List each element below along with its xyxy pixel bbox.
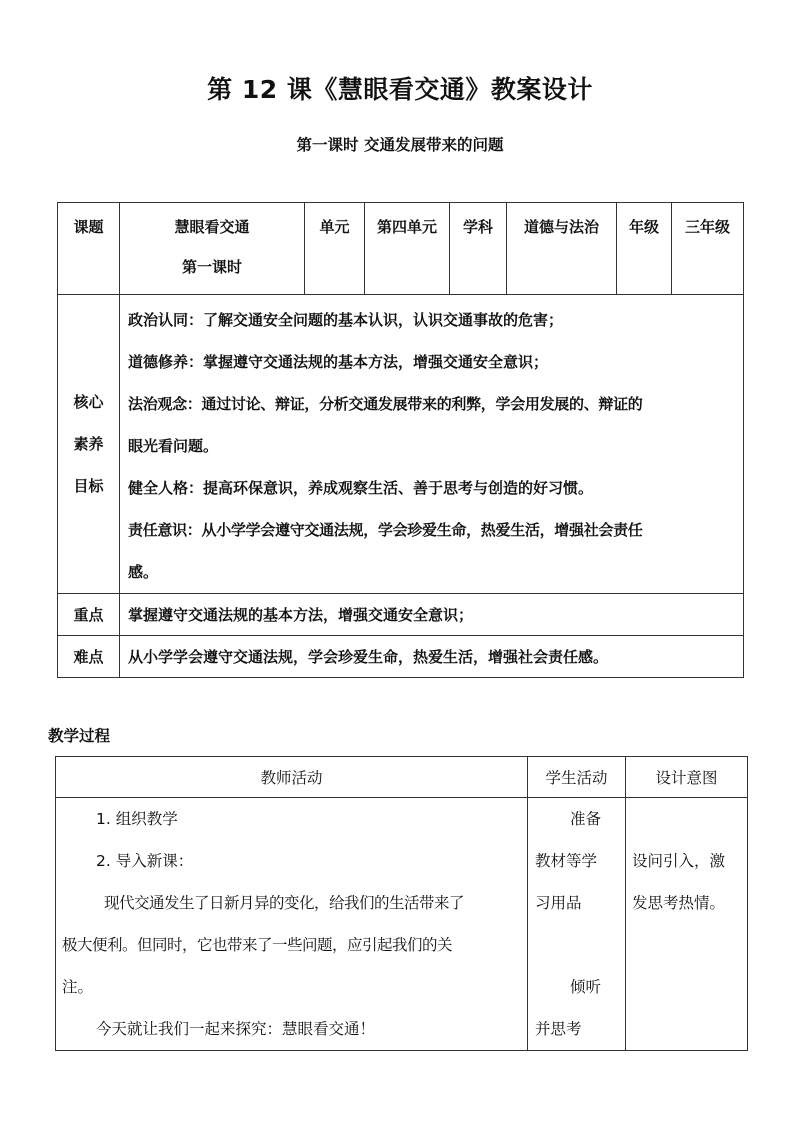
goal-line: 责任意识：从小学学会遵守交通法规，学会珍爱生命，热爱生活，增强社会责任 [128, 521, 643, 539]
goals-heading-2: 素养 [73, 435, 104, 453]
goal-line: 眼光看问题。 [128, 437, 219, 455]
topic-line-2: 第一课时 [181, 258, 242, 276]
goal-line: 政治认同：了解交通安全问题的基本认识，认识交通事故的危害； [128, 311, 564, 329]
goal-line: 健全人格：提高环保意识，养成观察生活、善于思考与创造的好习惯。 [128, 479, 594, 497]
teacher-line: 注。 [62, 978, 94, 996]
label-subject: 学科 [450, 203, 507, 295]
goal-line: 感。 [128, 563, 159, 581]
goals-heading-1: 核心 [73, 393, 104, 411]
teacher-line: 现代交通发生了日新月异的变化，给我们的生活带来了 [104, 894, 465, 912]
header-student: 学生活动 [528, 757, 626, 798]
design-intent [626, 798, 748, 1051]
teacher-line: 1. 组织教学 [96, 810, 178, 828]
label-topic: 课题 [58, 203, 120, 295]
label-difficult-point: 难点 [58, 636, 120, 678]
student-line: 教材等学 [535, 852, 598, 870]
design-line [632, 798, 747, 840]
key-point: 掌握遵守交通法规的基本方法，增强交通安全意识； [120, 594, 744, 636]
grade-value: 三年级 [672, 203, 744, 295]
subject-value: 道德与法治 [507, 203, 617, 295]
page-subtitle: 第一课时 交通发展带来的问题 [296, 136, 504, 154]
section-title: 教学过程 [48, 727, 111, 745]
label-grade: 年级 [617, 203, 672, 295]
teacher-line: 今天就让我们一起来探究：慧眼看交通！ [96, 1020, 376, 1038]
difficult-point: 从小学学会遵守交通法规，学会珍爱生命，热爱生活，增强社会责任感。 [120, 636, 744, 678]
student-line: 习用品 [535, 894, 582, 912]
unit-value: 第四单元 [365, 203, 450, 295]
goal-line: 道德修养：掌握遵守交通法规的基本方法，增强交通安全意识； [128, 353, 549, 371]
page-title: 第 12 课《慧眼看交通》教案设计 [207, 75, 593, 104]
label-unit: 单元 [305, 203, 365, 295]
teaching-process-table [55, 756, 748, 1051]
topic-line-1: 慧眼看交通 [174, 218, 250, 236]
goals-heading [58, 295, 120, 594]
student-activity [528, 798, 626, 1051]
label-key-point: 重点 [58, 594, 120, 636]
topic-cell [120, 203, 305, 295]
student-line [535, 924, 625, 966]
design-line: 发思考热情。 [632, 894, 726, 912]
goals-heading-3: 目标 [73, 477, 104, 495]
teacher-line: 2. 导入新课： [96, 852, 194, 870]
lesson-info-table [57, 202, 744, 678]
student-line: 准备 [570, 810, 602, 828]
design-line: 设问引入，激 [632, 852, 726, 870]
header-teacher: 教师活动 [56, 757, 528, 798]
teacher-line: 极大便利。但同时，它也带来了一些问题，应引起我们的关 [62, 936, 453, 954]
student-line: 并思考 [535, 1020, 582, 1038]
student-line: 倾听 [570, 978, 602, 996]
header-design: 设计意图 [626, 757, 748, 798]
goals-cell [120, 295, 744, 594]
teacher-activity [56, 798, 528, 1051]
goal-line: 法治观念：通过讨论、辩证，分析交通发展带来的利弊，学会用发展的、辩证的 [128, 395, 643, 413]
